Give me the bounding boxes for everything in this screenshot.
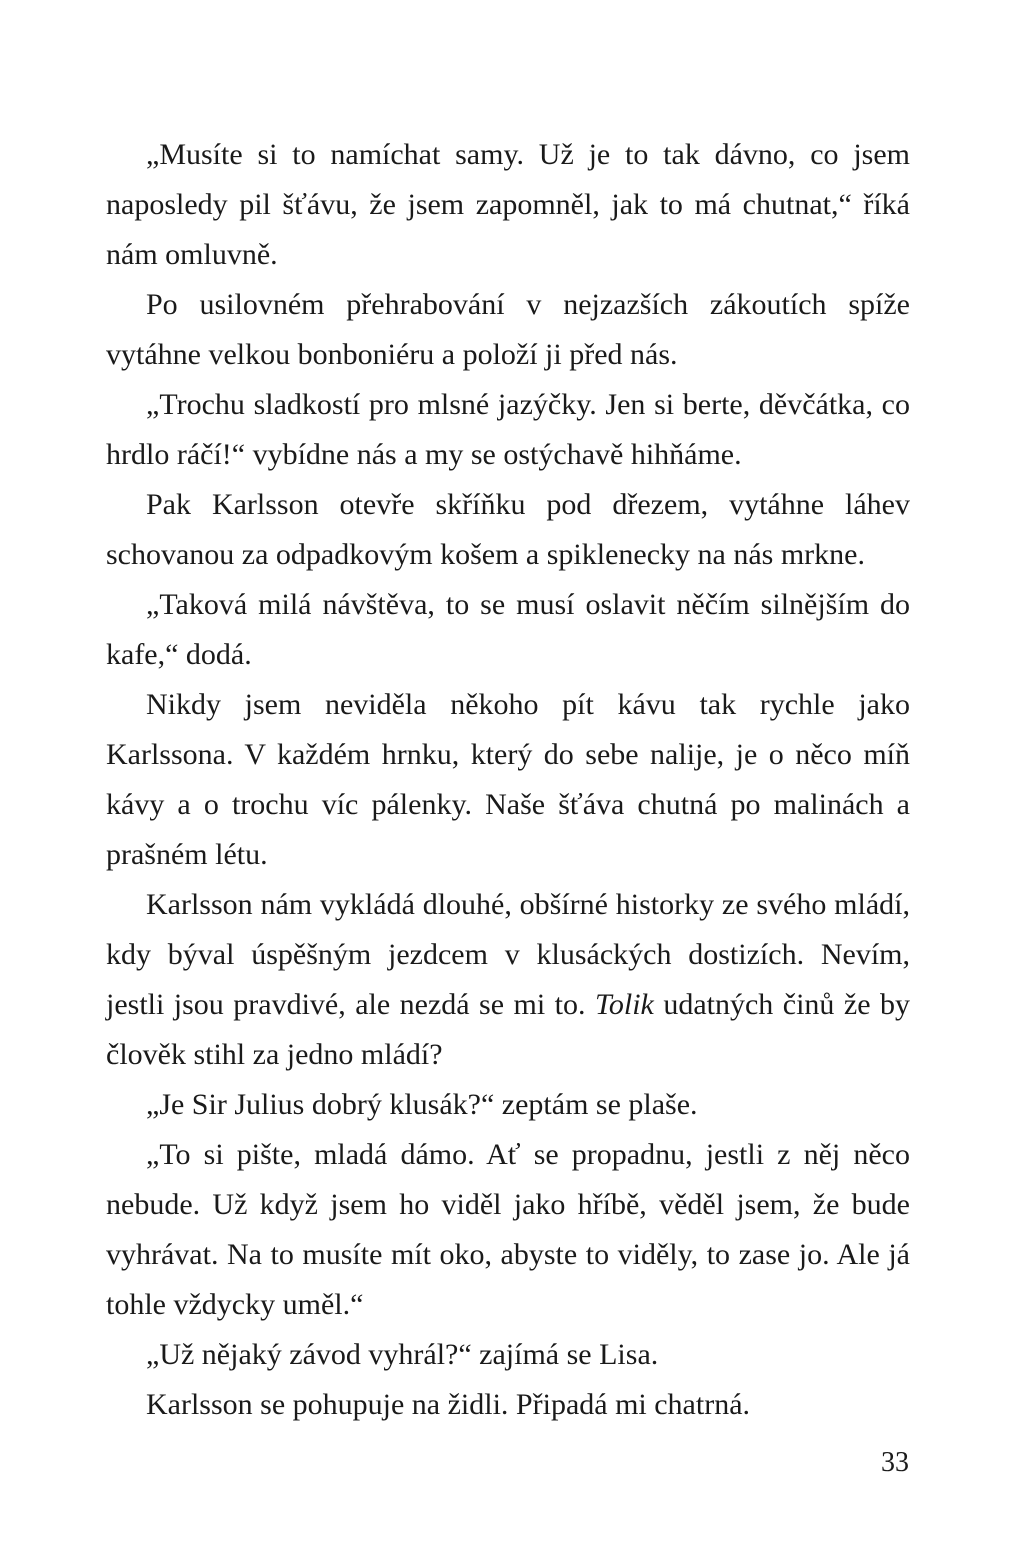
paragraph [106,880,910,1080]
paragraph: „To si pište, mladá dámo. Ať se propadnu, jestli z něj něco nebude. Už když jsem ho viděl jako hříbě, věděl jsem, že bude vyhrávat. Na to musíte mít oko, abyste to viděly, to zase jo. Ale já tohle vždycky uměl.“ [106,1138,910,1321]
paragraph: Karlsson se pohupuje na židli. Připadá mi chatrná. [146,1388,751,1421]
paragraph-text: Karlsson nám vykládá dlouhé, obšírné historky ze svého mládí, kdy býval úspěšným jezdcem v klusáckých dostizích. Nevím, jestli jsou pravdivé, ale nezdá se mi to. [106,888,910,1021]
paragraph: Nikdy jsem neviděla někoho pít kávu tak rychle jako Karlssona. V každém hrnku, který do sebe nalije, je o něco míň kávy a o trochu víc pálenky. Naše šťáva chutná po malinách a prašném létu. [106,688,910,871]
page-number: 33 [881,1447,909,1478]
paragraph: „Trochu sladkostí pro mlsné jazýčky. Jen si berte, děvčátka, co hrdlo ráčí!“ vybídne nás a my se ostýchavě hihňáme. [106,388,910,471]
paragraph: „Už nějaký závod vyhrál?“ zajímá se Lisa. [146,1338,659,1371]
paragraph: Pak Karlsson otevře skříňku pod dřezem, vytáhne láhev schovanou za odpadkovým košem a spiklenecky na nás mrkne. [106,488,910,571]
body-text [106,130,910,1430]
paragraph-text: udatných činů že by člověk stihl za jedno mládí? [106,988,910,1071]
paragraph: „Taková milá návštěva, to se musí oslavit něčím silnějším do kafe,“ dodá. [106,588,910,671]
emphasized-word: Tolik [594,988,654,1021]
paragraph: „Je Sir Julius dobrý klusák?“ zeptám se plaše. [146,1088,698,1121]
paragraph: „Musíte si to namíchat samy. Už je to tak dávno, co jsem naposledy pil šťávu, že jsem zapomněl, jak to má chutnat,“ říká nám omluvně. [106,138,910,271]
paragraph: Po usilovném přehrabování v nejzazších zákoutích spíže vytáhne velkou bonboniéru a položí ji před nás. [106,288,910,371]
